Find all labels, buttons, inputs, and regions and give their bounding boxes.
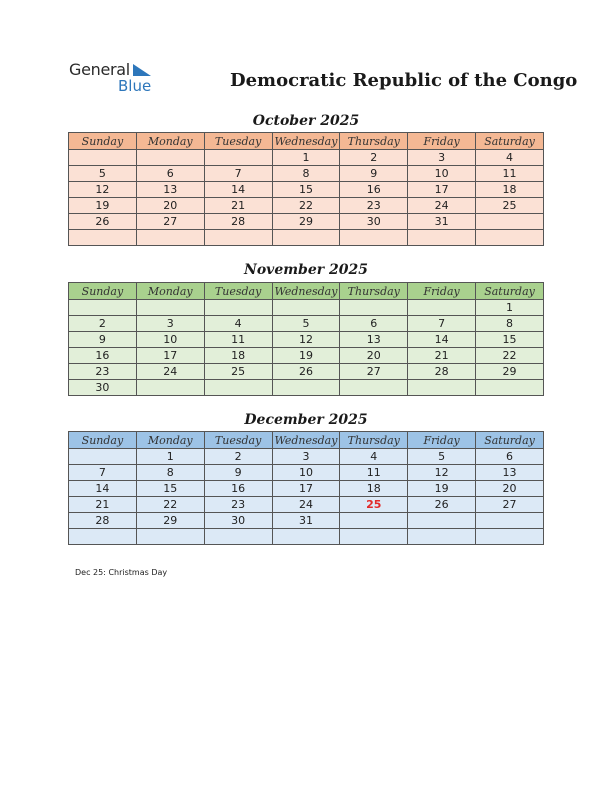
day-cell: 10 — [272, 465, 340, 481]
day-cell: 14 — [69, 481, 137, 497]
day-cell: 31 — [408, 214, 476, 230]
day-cell: 21 — [204, 198, 272, 214]
day-cell: 9 — [204, 465, 272, 481]
day-cell: 4 — [476, 150, 544, 166]
day-cell: 29 — [476, 364, 544, 380]
week-row — [69, 481, 544, 497]
empty-day-cell — [476, 529, 544, 545]
day-cell: 22 — [136, 497, 204, 513]
week-row — [69, 166, 544, 182]
weekday-header-saturday: Saturday — [476, 283, 544, 300]
empty-day-cell — [476, 230, 544, 246]
day-cell: 13 — [340, 332, 408, 348]
day-cell: 28 — [204, 214, 272, 230]
empty-day-cell — [204, 150, 272, 166]
empty-day-cell — [340, 300, 408, 316]
weekday-header-row — [69, 133, 544, 150]
day-cell: 25 — [476, 198, 544, 214]
week-row — [69, 465, 544, 481]
weekday-header-saturday: Saturday — [476, 133, 544, 150]
week-row — [69, 497, 544, 513]
empty-day-cell — [69, 230, 137, 246]
day-cell: 1 — [476, 300, 544, 316]
day-cell: 6 — [340, 316, 408, 332]
day-cell: 12 — [272, 332, 340, 348]
week-row — [69, 182, 544, 198]
weekday-header-saturday: Saturday — [476, 432, 544, 449]
calendar-november — [68, 282, 544, 396]
day-cell: 15 — [476, 332, 544, 348]
day-cell: 11 — [340, 465, 408, 481]
week-row — [69, 449, 544, 465]
day-cell: 29 — [136, 513, 204, 529]
empty-day-cell — [408, 300, 476, 316]
empty-day-cell — [408, 380, 476, 396]
empty-day-cell — [136, 529, 204, 545]
day-cell: 14 — [408, 332, 476, 348]
day-cell: 8 — [136, 465, 204, 481]
holiday-day-cell: 25 — [340, 497, 408, 513]
day-cell: 3 — [272, 449, 340, 465]
week-row — [69, 364, 544, 380]
empty-day-cell — [272, 300, 340, 316]
day-cell: 11 — [204, 332, 272, 348]
day-cell: 3 — [408, 150, 476, 166]
empty-day-cell — [340, 513, 408, 529]
day-cell: 6 — [136, 166, 204, 182]
day-cell: 8 — [272, 166, 340, 182]
day-cell: 9 — [69, 332, 137, 348]
day-cell: 12 — [69, 182, 137, 198]
day-cell: 16 — [340, 182, 408, 198]
day-cell: 24 — [136, 364, 204, 380]
weekday-header-thursday: Thursday — [340, 133, 408, 150]
day-cell: 23 — [204, 497, 272, 513]
day-cell: 15 — [136, 481, 204, 497]
week-row — [69, 198, 544, 214]
calendar-december — [68, 431, 544, 545]
weekday-header-sunday: Sunday — [69, 283, 137, 300]
day-cell: 23 — [340, 198, 408, 214]
week-row — [69, 529, 544, 545]
logo-general-text: General — [69, 60, 130, 79]
empty-day-cell — [272, 230, 340, 246]
day-cell: 10 — [136, 332, 204, 348]
weekday-header-tuesday: Tuesday — [204, 283, 272, 300]
day-cell: 24 — [272, 497, 340, 513]
day-cell: 27 — [476, 497, 544, 513]
logo-blue-text: Blue — [118, 77, 152, 95]
empty-day-cell — [204, 300, 272, 316]
empty-day-cell — [340, 529, 408, 545]
day-cell: 18 — [204, 348, 272, 364]
day-cell: 23 — [69, 364, 137, 380]
day-cell: 27 — [136, 214, 204, 230]
day-cell: 7 — [408, 316, 476, 332]
week-row — [69, 348, 544, 364]
weekday-header-thursday: Thursday — [340, 283, 408, 300]
day-cell: 30 — [69, 380, 137, 396]
day-cell: 25 — [204, 364, 272, 380]
weekday-header-monday: Monday — [136, 432, 204, 449]
weekday-header-row — [69, 283, 544, 300]
day-cell: 13 — [476, 465, 544, 481]
day-cell: 22 — [476, 348, 544, 364]
day-cell: 18 — [340, 481, 408, 497]
day-cell: 10 — [408, 166, 476, 182]
day-cell: 20 — [340, 348, 408, 364]
weekday-header-row — [69, 432, 544, 449]
empty-day-cell — [136, 380, 204, 396]
empty-day-cell — [476, 380, 544, 396]
day-cell: 31 — [272, 513, 340, 529]
month-title-december: December 2025 — [244, 412, 368, 428]
month-title-october: October 2025 — [252, 113, 360, 129]
day-cell: 2 — [204, 449, 272, 465]
day-cell: 30 — [204, 513, 272, 529]
day-cell: 19 — [408, 481, 476, 497]
empty-day-cell — [136, 230, 204, 246]
day-cell: 17 — [408, 182, 476, 198]
week-row — [69, 380, 544, 396]
empty-day-cell — [340, 380, 408, 396]
day-cell: 15 — [272, 182, 340, 198]
day-cell: 19 — [69, 198, 137, 214]
day-cell: 1 — [136, 449, 204, 465]
day-cell: 8 — [476, 316, 544, 332]
weekday-header-friday: Friday — [408, 283, 476, 300]
empty-day-cell — [69, 300, 137, 316]
day-cell: 18 — [476, 182, 544, 198]
empty-day-cell — [408, 230, 476, 246]
day-cell: 17 — [136, 348, 204, 364]
weekday-header-friday: Friday — [408, 133, 476, 150]
holiday-notes: Dec 25: Christmas Day — [75, 568, 168, 577]
weekday-header-wednesday: Wednesday — [272, 432, 340, 449]
weekday-header-tuesday: Tuesday — [204, 133, 272, 150]
empty-day-cell — [69, 449, 137, 465]
day-cell: 21 — [69, 497, 137, 513]
day-cell: 7 — [204, 166, 272, 182]
generalblue-logo — [69, 60, 159, 96]
weekday-header-monday: Monday — [136, 133, 204, 150]
day-cell: 4 — [340, 449, 408, 465]
week-row — [69, 230, 544, 246]
day-cell: 17 — [272, 481, 340, 497]
weekday-header-wednesday: Wednesday — [272, 133, 340, 150]
empty-day-cell — [476, 513, 544, 529]
empty-day-cell — [340, 230, 408, 246]
week-row — [69, 332, 544, 348]
day-cell: 30 — [340, 214, 408, 230]
week-row — [69, 300, 544, 316]
weekday-header-thursday: Thursday — [340, 432, 408, 449]
empty-day-cell — [204, 230, 272, 246]
day-cell: 16 — [69, 348, 137, 364]
weekday-header-sunday: Sunday — [69, 432, 137, 449]
day-cell: 16 — [204, 481, 272, 497]
week-row — [69, 513, 544, 529]
empty-day-cell — [136, 300, 204, 316]
week-row — [69, 214, 544, 230]
day-cell: 13 — [136, 182, 204, 198]
weekday-header-wednesday: Wednesday — [272, 283, 340, 300]
empty-day-cell — [136, 150, 204, 166]
day-cell: 26 — [272, 364, 340, 380]
day-cell: 6 — [476, 449, 544, 465]
empty-day-cell — [69, 529, 137, 545]
day-cell: 5 — [272, 316, 340, 332]
day-cell: 19 — [272, 348, 340, 364]
day-cell: 28 — [69, 513, 137, 529]
day-cell: 26 — [69, 214, 137, 230]
day-cell: 27 — [340, 364, 408, 380]
day-cell: 28 — [408, 364, 476, 380]
day-cell: 2 — [340, 150, 408, 166]
empty-day-cell — [272, 380, 340, 396]
empty-day-cell — [69, 150, 137, 166]
day-cell: 26 — [408, 497, 476, 513]
empty-day-cell — [476, 214, 544, 230]
month-title-november: November 2025 — [244, 262, 368, 278]
day-cell: 3 — [136, 316, 204, 332]
weekday-header-friday: Friday — [408, 432, 476, 449]
day-cell: 7 — [69, 465, 137, 481]
day-cell: 24 — [408, 198, 476, 214]
day-cell: 11 — [476, 166, 544, 182]
day-cell: 14 — [204, 182, 272, 198]
weekday-header-sunday: Sunday — [69, 133, 137, 150]
day-cell: 5 — [408, 449, 476, 465]
week-row — [69, 316, 544, 332]
logo-triangle-icon — [131, 63, 153, 77]
day-cell: 1 — [272, 150, 340, 166]
day-cell: 2 — [69, 316, 137, 332]
empty-day-cell — [204, 380, 272, 396]
empty-day-cell — [408, 529, 476, 545]
weekday-header-monday: Monday — [136, 283, 204, 300]
weekday-header-tuesday: Tuesday — [204, 432, 272, 449]
empty-day-cell — [204, 529, 272, 545]
day-cell: 4 — [204, 316, 272, 332]
day-cell: 5 — [69, 166, 137, 182]
day-cell: 9 — [340, 166, 408, 182]
week-row — [69, 150, 544, 166]
day-cell: 21 — [408, 348, 476, 364]
empty-day-cell — [272, 529, 340, 545]
empty-day-cell — [408, 513, 476, 529]
day-cell: 29 — [272, 214, 340, 230]
day-cell: 22 — [272, 198, 340, 214]
country-title: Democratic Republic of the Congo — [230, 70, 578, 91]
calendar-october — [68, 132, 544, 246]
day-cell: 20 — [136, 198, 204, 214]
day-cell: 12 — [408, 465, 476, 481]
day-cell: 20 — [476, 481, 544, 497]
